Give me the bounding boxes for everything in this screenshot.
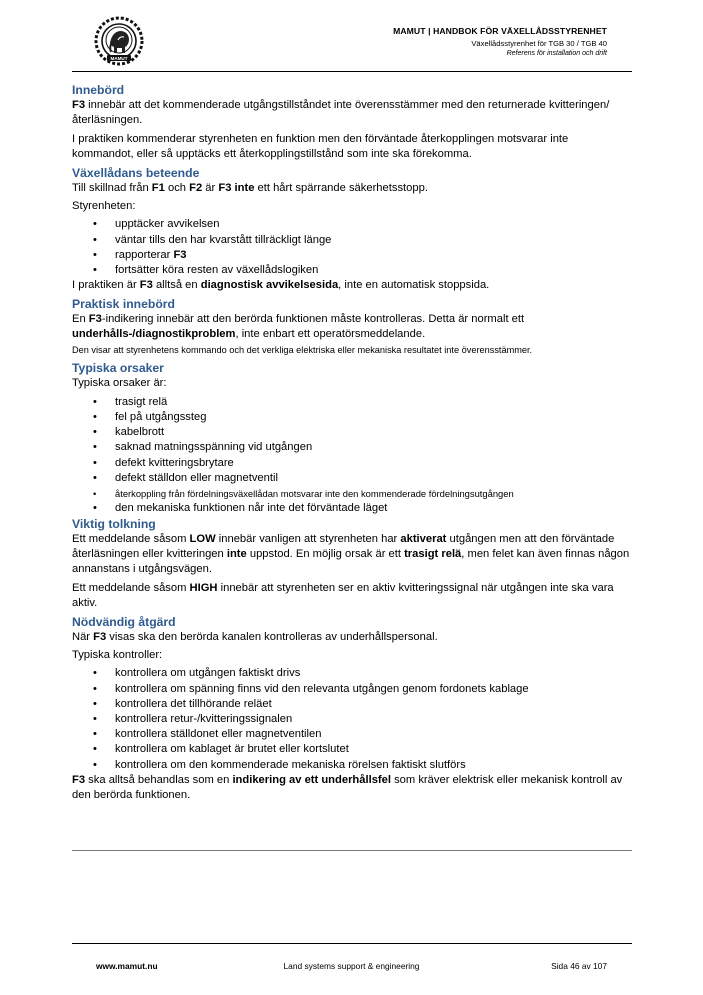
paragraph: F3 ska alltså behandlas som en indikering av ett underhållsfel som kräver elektrisk eller mekanisk kontroll av den berörda funktionen. bbox=[72, 773, 623, 802]
list-item: • den mekaniska funktionen når inte det förväntade läget bbox=[93, 502, 388, 515]
paragraph: Styrenheten: bbox=[72, 200, 136, 213]
list-item: • kabelbrott bbox=[93, 426, 165, 439]
mamut-logo bbox=[94, 16, 144, 66]
list-item: • fortsätter köra resten av växellådslogiken bbox=[93, 264, 319, 277]
paragraph: Ett meddelande såsom HIGH innebär att styrenheten ser en aktiv kvitteringssignal när utgången inte ska vara aktiv. bbox=[72, 581, 614, 610]
paragraph: En F3-indikering innebär att den berörda funktionen måste kontrolleras. Detta är normalt ett underhålls-/diagnostikproblem, inte enbart ett operatörsmeddelande. bbox=[72, 312, 525, 341]
paragraph: Typiska kontroller: bbox=[72, 648, 163, 661]
header-subtitle-italic: Referens för installation och drift bbox=[506, 50, 607, 57]
list-item: • fel på utgångssteg bbox=[93, 411, 207, 424]
footer-url[interactable]: www.mamut.nu bbox=[96, 961, 158, 971]
content-end-divider bbox=[72, 850, 632, 851]
paragraph: Ett meddelande såsom LOW innebär vanligen att styrenheten har aktiverat utgången men att den förväntade återläsningen eller kvitteringen inte uppstod. En möjlig orsak är ett trasigt relä, men felet kan även finnas någon annanstans i utgångsvägen. bbox=[72, 532, 630, 576]
paragraph: När F3 visas ska den berörda kanalen kontrolleras av underhållspersonal. bbox=[72, 630, 438, 643]
heading-praktisk-innebord: Praktisk innebörd bbox=[72, 296, 175, 311]
list-item: • återkoppling från fördelningsväxellådan motsvarar inte den kommenderade fördelningsutgången bbox=[93, 488, 514, 500]
paragraph: Typiska orsaker är: bbox=[72, 377, 167, 390]
list-item: • rapporterar F3 bbox=[93, 248, 187, 261]
list-item: • upptäcker avvikelsen bbox=[93, 218, 220, 231]
list-item: • defekt ställdon eller magnetventil bbox=[93, 471, 278, 484]
list-item: • kontrollera om den kommenderade mekaniska rörelsen faktiskt slutförs bbox=[93, 758, 466, 771]
heading-viktig-tolkning: Viktig tolkning bbox=[72, 516, 156, 531]
heading-vaxelladans-beteende: Växellådans beteende bbox=[72, 165, 200, 180]
heading-nodvandig-atgard: Nödvändig åtgärd bbox=[72, 614, 176, 629]
heading-innebord: Innebörd bbox=[72, 83, 125, 97]
list-item: • trasigt relä bbox=[93, 395, 168, 408]
header-divider bbox=[72, 71, 632, 72]
header-title: MAMUT | HANDBOK FÖR VÄXELLÅDSSTYRENHET bbox=[393, 26, 607, 36]
logo-text: MAMUT bbox=[110, 56, 128, 61]
paragraph: Till skillnad från F1 och F2 är F3 inte ett hårt spärrande säkerhetsstopp. bbox=[72, 181, 428, 194]
list-item: • defekt kvitteringsbrytare bbox=[93, 456, 234, 469]
paragraph: I praktiken är F3 alltså en diagnostisk avvikelsesida, inte en automatisk stoppsida. bbox=[72, 279, 490, 292]
header-subtitle: Växellådsstyrenhet för TGB 30 / TGB 40 bbox=[471, 39, 607, 48]
list-item: • kontrollera om spänning finns vid den relevanta utgången genom fordonets kablage bbox=[93, 682, 529, 695]
heading-typiska-orsaker: Typiska orsaker bbox=[72, 361, 164, 376]
footer-center-text: Land systems support & engineering bbox=[283, 961, 420, 971]
footer-divider bbox=[72, 943, 632, 944]
paragraph: Den visar att styrenhetens kommando och det verkliga elektriska eller mekaniska resultatet inte överensstämmer. bbox=[72, 345, 533, 356]
main-content bbox=[72, 83, 632, 807]
paragraph: F3 innebär att det kommenderade utgångstillståndet inte överensstämmer med den returnerade kvitteringen/återläsningen. bbox=[72, 99, 610, 127]
list-item: • kontrollera om kablaget är brutet eller kortslutet bbox=[93, 743, 349, 756]
list-item: • kontrollera ställdonet eller magnetventilen bbox=[93, 728, 322, 741]
list-item: • väntar tills den har kvarstått tillräckligt länge bbox=[93, 233, 332, 246]
list-item: • kontrollera retur-/kvitteringssignalen bbox=[93, 712, 293, 725]
paragraph: I praktiken kommenderar styrenheten en funktion men den förväntade återkopplingen motsvarar inte kommandot, eller så upptäcks ett återkopplingstillstånd som inte ska förekomma. bbox=[72, 132, 569, 161]
list-item: • kontrollera om utgången faktiskt drivs bbox=[93, 667, 301, 680]
list-item: • kontrollera det tillhörande reläet bbox=[93, 697, 272, 710]
page-header bbox=[393, 26, 607, 57]
bullet-list bbox=[72, 395, 632, 517]
page-number: Sida 46 av 107 bbox=[551, 961, 607, 971]
bullet-list bbox=[72, 217, 632, 278]
list-item: • saknad matningsspänning vid utgången bbox=[93, 441, 313, 454]
bullet-list bbox=[72, 666, 632, 772]
